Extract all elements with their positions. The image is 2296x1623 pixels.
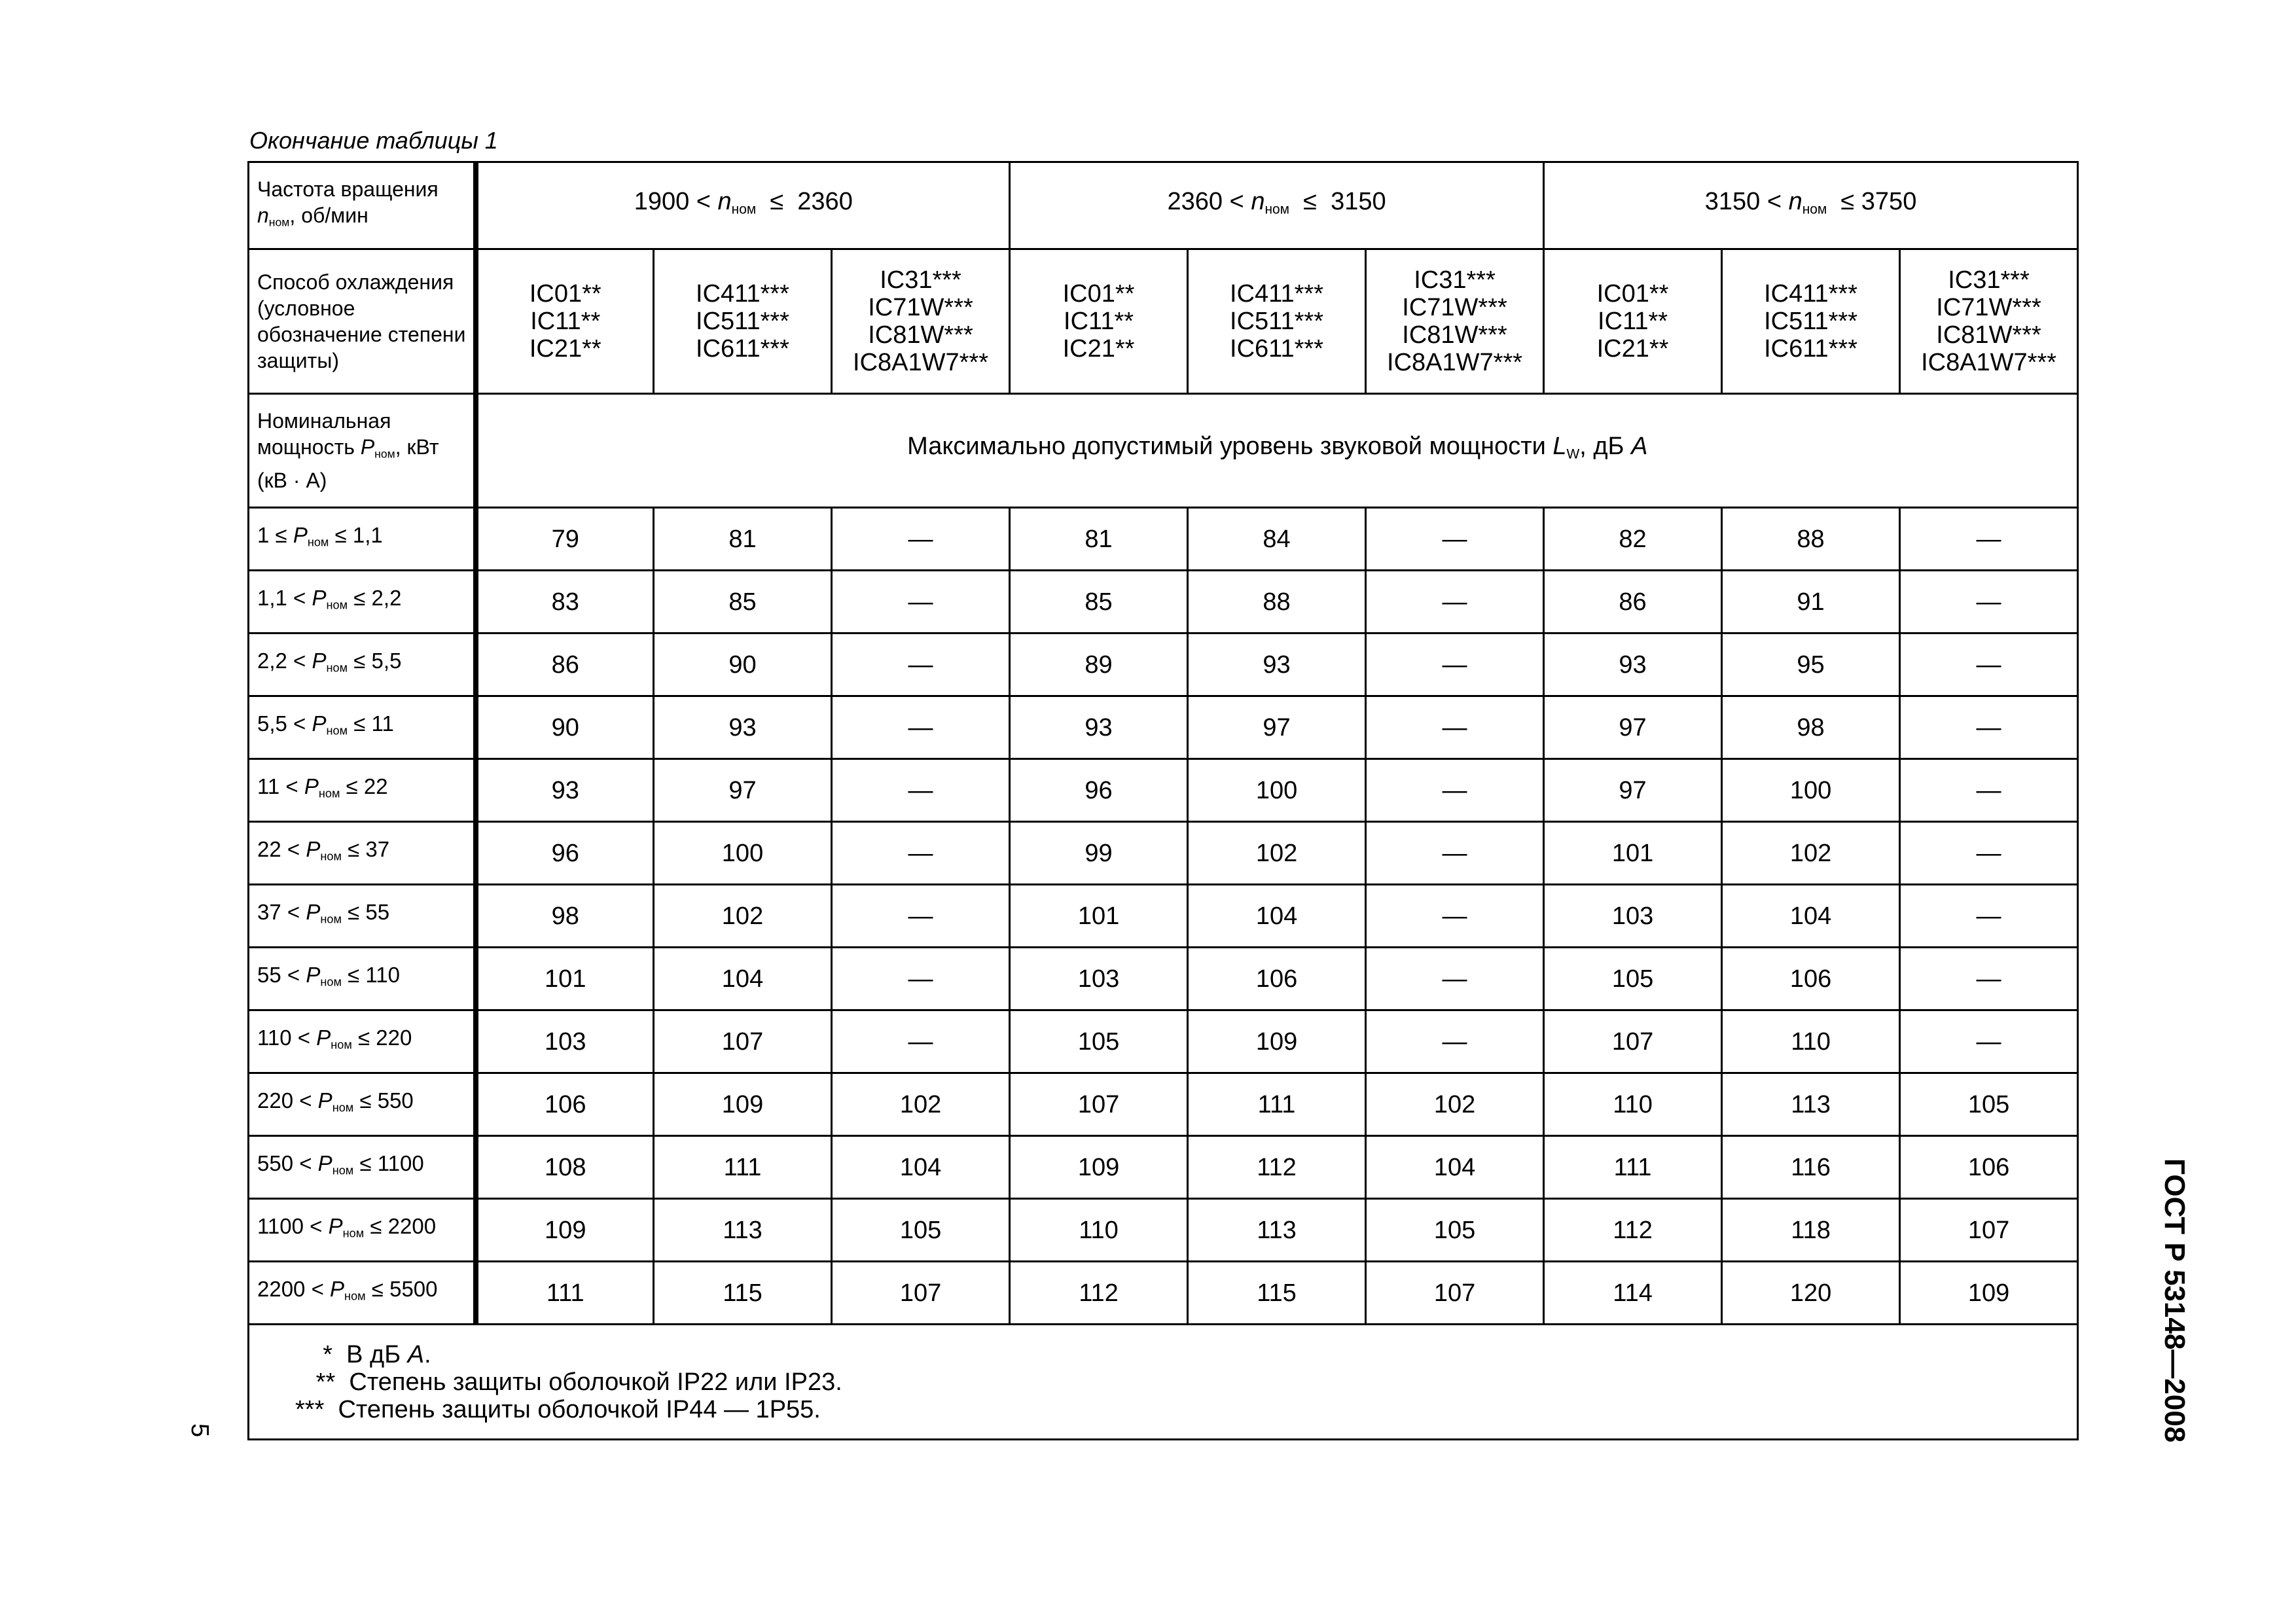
level-weighting: A	[1631, 433, 1648, 461]
table-cell: —	[1900, 571, 2078, 633]
range-upper: ≤ 5,5	[348, 649, 402, 673]
table-cell: —	[1366, 633, 1544, 696]
range-lower: 1100 <	[257, 1214, 329, 1239]
speed-range-1	[476, 162, 1010, 249]
cooling-code: IC8A1W7***	[1387, 349, 1523, 376]
cooling-code: IC71W***	[1936, 294, 2041, 321]
table-cell: 114	[1544, 1262, 1722, 1325]
table-cell: —	[832, 633, 1010, 696]
footnote-mark: *	[295, 1340, 347, 1368]
footnote-italic: A	[407, 1340, 425, 1368]
power-range-cell	[249, 1073, 476, 1136]
table-cell: 110	[1722, 1010, 1900, 1073]
power-subscript: ном	[374, 447, 395, 461]
power-symbol: P	[304, 774, 319, 799]
footnote-text: Степень защиты оболочкой IP44 — 1P55.	[338, 1395, 821, 1423]
power-subscript: ном	[320, 975, 342, 989]
table-cell: —	[1900, 633, 2078, 696]
footnote	[295, 1341, 2077, 1368]
power-range-cell	[249, 759, 476, 822]
table-cell: 112	[1010, 1262, 1188, 1325]
power-subscript: ном	[344, 1289, 366, 1303]
level-symbol: L	[1552, 433, 1567, 461]
cooling-method-cell	[1900, 249, 2078, 394]
power-range-cell	[249, 1136, 476, 1199]
power-range-cell	[249, 571, 476, 633]
range-lower: 550 <	[257, 1151, 318, 1176]
table-cell: 116	[1722, 1136, 1900, 1199]
table-cell: 120	[1722, 1262, 1900, 1325]
table-cell: —	[832, 696, 1010, 759]
table-row	[249, 571, 2078, 633]
range-upper: ≤ 110	[341, 963, 400, 988]
speed-header-row	[249, 162, 2078, 249]
speed-label: Частота вращения	[257, 177, 439, 201]
table-cell: 105	[1544, 948, 1722, 1010]
table-cell: 106	[1188, 948, 1366, 1010]
cooling-method-cell	[1188, 249, 1366, 394]
table-cell: 100	[1188, 759, 1366, 822]
table-cell: 97	[1544, 696, 1722, 759]
range-high: ≤ 3750	[1827, 187, 1917, 215]
table-cell: —	[1900, 508, 2078, 571]
table-cell: 91	[1722, 571, 1900, 633]
table-cell: 106	[476, 1073, 654, 1136]
power-symbol: P	[360, 435, 375, 459]
table-cell: —	[1366, 696, 1544, 759]
range-upper: ≤ 11	[348, 711, 394, 736]
table-footnotes	[249, 1325, 2078, 1440]
speed-range-3	[1544, 162, 2078, 249]
table-cell: 93	[1544, 633, 1722, 696]
power-range-cell	[249, 508, 476, 571]
table-cell: 99	[1010, 822, 1188, 885]
cooling-code: IC411***	[1230, 280, 1323, 308]
power-range-cell	[249, 1262, 476, 1325]
cooling-method-cell	[476, 249, 654, 394]
cooling-code: IC31***	[880, 266, 961, 294]
cooling-method-cell	[1544, 249, 1722, 394]
table-cell: 104	[832, 1136, 1010, 1199]
power-symbol: P	[312, 649, 327, 673]
footnote-text: Степень защиты оболочкой IP22 или IP23.	[349, 1368, 842, 1396]
table-cell: 101	[1544, 822, 1722, 885]
level-label: Максимально допустимый уровень звуковой мощности	[907, 433, 1553, 461]
table-row	[249, 508, 2078, 571]
power-range-cell	[249, 1010, 476, 1073]
table-cell: 101	[1010, 885, 1188, 948]
range-low: 3150 <	[1704, 187, 1789, 215]
range-upper: ≤ 220	[351, 1026, 412, 1050]
table-cell: 98	[1722, 696, 1900, 759]
table-cell: 108	[476, 1136, 654, 1199]
table-cell: 86	[476, 633, 654, 696]
power-range-cell	[249, 633, 476, 696]
table-cell: 111	[1544, 1136, 1722, 1199]
table-cell: —	[832, 885, 1010, 948]
table-cell: 105	[1010, 1010, 1188, 1073]
table-cell: 110	[1544, 1073, 1722, 1136]
table-cell: 110	[1010, 1199, 1188, 1262]
range-upper: ≤ 1,1	[329, 523, 383, 548]
cooling-code: IC81W***	[1936, 321, 2041, 349]
cooling-code: IC21**	[1062, 335, 1135, 363]
table-row	[249, 759, 2078, 822]
cooling-method-cell	[1010, 249, 1188, 394]
table-row	[249, 885, 2078, 948]
table-cell: 97	[1544, 759, 1722, 822]
table-cell: 90	[654, 633, 832, 696]
cooling-header-row	[249, 249, 2078, 394]
table-cell: 93	[1010, 696, 1188, 759]
power-label-cell	[249, 394, 476, 508]
power-unit: , кВт (кВ · А)	[257, 435, 439, 492]
cooling-code: IC01**	[529, 280, 601, 308]
table-row	[249, 1199, 2078, 1262]
power-subscript: ном	[320, 912, 342, 926]
table-cell: 100	[1722, 759, 1900, 822]
range-upper: ≤ 1100	[353, 1151, 424, 1176]
power-symbol: P	[312, 586, 327, 611]
range-upper: ≤ 550	[353, 1088, 414, 1113]
table-row	[249, 822, 2078, 885]
range-subscript: ном	[731, 202, 757, 217]
table-cell: 107	[1010, 1073, 1188, 1136]
speed-subscript: ном	[268, 215, 290, 229]
range-high: ≤ 2360	[756, 187, 853, 215]
table-cell: 104	[1722, 885, 1900, 948]
table-cell: 109	[476, 1199, 654, 1262]
table-cell: 111	[1188, 1073, 1366, 1136]
table-cell: 109	[654, 1073, 832, 1136]
table-cell: 85	[654, 571, 832, 633]
power-subscript: ном	[318, 787, 340, 800]
table-cell: —	[832, 759, 1010, 822]
range-lower: 11 <	[257, 774, 304, 799]
range-high: ≤ 3150	[1289, 187, 1386, 215]
cooling-code: IC31***	[1414, 266, 1496, 294]
table-cell: 113	[654, 1199, 832, 1262]
power-range-cell	[249, 885, 476, 948]
cooling-code: IC11**	[1598, 308, 1668, 335]
power-symbol: P	[312, 711, 327, 736]
power-range-cell	[249, 696, 476, 759]
range-subscript: ном	[1265, 202, 1289, 217]
table-cell: 118	[1722, 1199, 1900, 1262]
range-lower: 1 ≤	[257, 523, 293, 548]
table-cell: 83	[476, 571, 654, 633]
table-cell: 107	[1544, 1010, 1722, 1073]
cooling-code: IC611***	[1764, 335, 1858, 363]
table-cell: 105	[1366, 1199, 1544, 1262]
power-subscript: ном	[326, 661, 348, 675]
cooling-code: IC8A1W7***	[1921, 349, 2057, 376]
power-subscript: ном	[332, 1164, 354, 1177]
table-row	[249, 948, 2078, 1010]
power-symbol: P	[330, 1277, 345, 1302]
range-lower: 2200 <	[257, 1277, 331, 1302]
table-cell: 100	[654, 822, 832, 885]
table-cell: 98	[476, 885, 654, 948]
table-cell: 113	[1188, 1199, 1366, 1262]
table-cell: 81	[654, 508, 832, 571]
speed-symbol: n	[257, 203, 269, 227]
table-cell: —	[832, 571, 1010, 633]
power-range-cell	[249, 948, 476, 1010]
level-unit: , дБ	[1579, 433, 1632, 461]
table-cell: 97	[1188, 696, 1366, 759]
cooling-code: IC71W***	[868, 294, 973, 321]
table-cell: 111	[476, 1262, 654, 1325]
table-cell: 93	[476, 759, 654, 822]
table-cell: 112	[1188, 1136, 1366, 1199]
cooling-code: IC411***	[696, 280, 789, 308]
cooling-code: IC01**	[1596, 280, 1669, 308]
power-symbol: P	[328, 1214, 343, 1239]
table-cell: 95	[1722, 633, 1900, 696]
table-cell: —	[832, 1010, 1010, 1073]
power-range-cell	[249, 822, 476, 885]
speed-label-cell	[249, 162, 476, 249]
level-subscript: W	[1566, 446, 1580, 462]
cooling-code: IC411***	[1764, 280, 1858, 308]
table-row	[249, 633, 2078, 696]
cooling-method-cell	[1722, 249, 1900, 394]
table-cell: 102	[1188, 822, 1366, 885]
table-cell: 93	[1188, 633, 1366, 696]
table-cell: 107	[1366, 1262, 1544, 1325]
power-symbol: P	[306, 837, 321, 862]
power-label: Номинальная мощность	[257, 409, 391, 459]
table-row	[249, 696, 2078, 759]
table-cell: 106	[1900, 1136, 2078, 1199]
cooling-method-cell	[654, 249, 832, 394]
power-subscript: ном	[326, 598, 348, 612]
table-cell: —	[1366, 822, 1544, 885]
cooling-code: IC511***	[696, 308, 789, 335]
range-lower: 55 <	[257, 963, 306, 988]
table-cell: —	[832, 508, 1010, 571]
footnote-end: .	[424, 1340, 431, 1368]
power-subscript: ном	[342, 1226, 365, 1240]
table-cell: —	[1900, 822, 2078, 885]
table-cell: 105	[1900, 1073, 2078, 1136]
speed-range-2	[1010, 162, 1544, 249]
power-symbol: P	[317, 1088, 332, 1113]
table-cell: —	[1366, 571, 1544, 633]
range-upper: ≤ 55	[341, 900, 390, 925]
table-cell: 81	[1010, 508, 1188, 571]
table-cell: 84	[1188, 508, 1366, 571]
power-symbol: P	[306, 963, 321, 988]
table-cell: 104	[654, 948, 832, 1010]
range-lower: 2,2 <	[257, 649, 312, 673]
cooling-code: IC31***	[1948, 266, 2030, 294]
cooling-code: IC511***	[1230, 308, 1323, 335]
range-upper: ≤ 5500	[365, 1277, 438, 1302]
table-cell: 115	[654, 1262, 832, 1325]
table-cell: 106	[1722, 948, 1900, 1010]
table-cell: 104	[1366, 1136, 1544, 1199]
cooling-method-cell	[1366, 249, 1544, 394]
table-cell: —	[1366, 508, 1544, 571]
range-low: 2360 <	[1167, 187, 1251, 215]
speed-unit: , об/мин	[289, 203, 368, 227]
power-symbol: P	[317, 1151, 332, 1176]
table-cell: 85	[1010, 571, 1188, 633]
range-symbol: n	[1788, 187, 1803, 215]
table-cell: 115	[1188, 1262, 1366, 1325]
power-subscript: ном	[331, 1038, 352, 1052]
standard-designation: ГОСТ Р 53148—2008	[2159, 1158, 2191, 1443]
table-row	[249, 1262, 2078, 1325]
cooling-code: IC21**	[529, 335, 601, 363]
range-upper: ≤ 37	[341, 837, 390, 862]
table-cell: —	[1366, 948, 1544, 1010]
cooling-label: Способ охлаждения (условное обозначение степени защиты)	[249, 249, 476, 394]
table-row	[249, 1010, 2078, 1073]
table-row	[249, 1073, 2078, 1136]
table-cell: 86	[1544, 571, 1722, 633]
footnote	[295, 1368, 2077, 1396]
table-cell: —	[1366, 1010, 1544, 1073]
power-symbol: P	[293, 523, 308, 548]
range-low: 1900 <	[634, 187, 718, 215]
table-cell: 107	[654, 1010, 832, 1073]
table-cell: —	[1900, 885, 2078, 948]
power-subscript: ном	[320, 849, 342, 863]
power-subscript: ном	[307, 535, 329, 549]
footnote-mark: **	[295, 1368, 350, 1396]
table-cell: —	[1900, 948, 2078, 1010]
table-cell: 103	[1544, 885, 1722, 948]
table-cell: 102	[832, 1073, 1010, 1136]
table-cell: 102	[1366, 1073, 1544, 1136]
power-symbol: P	[306, 900, 321, 925]
range-lower: 1,1 <	[257, 586, 312, 611]
notes-row	[249, 1325, 2078, 1440]
table-cell: 107	[832, 1262, 1010, 1325]
range-lower: 220 <	[257, 1088, 318, 1113]
table-cell: 112	[1544, 1199, 1722, 1262]
level-label-cell	[476, 394, 2078, 508]
range-symbol: n	[717, 187, 732, 215]
table-cell: 105	[832, 1199, 1010, 1262]
page-number: 5	[186, 1423, 213, 1438]
cooling-code: IC81W***	[868, 321, 973, 349]
table-cell: 79	[476, 508, 654, 571]
power-subscript: ном	[332, 1101, 354, 1115]
table-caption: Окончание таблицы 1	[249, 127, 498, 154]
footnote-mark: ***	[295, 1395, 338, 1423]
cooling-code: IC21**	[1596, 335, 1669, 363]
table-cell: 96	[1010, 759, 1188, 822]
footnote-text: В дБ	[346, 1340, 408, 1368]
table-cell: 103	[476, 1010, 654, 1073]
table-cell: 82	[1544, 508, 1722, 571]
range-symbol: n	[1251, 187, 1265, 215]
power-subscript: ном	[326, 724, 348, 738]
noise-level-table	[247, 161, 2079, 1440]
table-cell: 113	[1722, 1073, 1900, 1136]
table-cell: 107	[1900, 1199, 2078, 1262]
cooling-code: IC11**	[1064, 308, 1134, 335]
table-cell: 103	[1010, 948, 1188, 1010]
cooling-code: IC11**	[530, 308, 601, 335]
table-cell: 97	[654, 759, 832, 822]
table-cell: 109	[1010, 1136, 1188, 1199]
table-cell: —	[1900, 696, 2078, 759]
footnote	[295, 1396, 2077, 1423]
cooling-code: IC611***	[1230, 335, 1323, 363]
table-cell: —	[1900, 759, 2078, 822]
cooling-code: IC8A1W7***	[853, 349, 988, 376]
cooling-method-cell	[832, 249, 1010, 394]
table-cell: —	[832, 822, 1010, 885]
table-cell: —	[1366, 759, 1544, 822]
range-upper: ≤ 2200	[364, 1214, 437, 1239]
cooling-code: IC71W***	[1402, 294, 1507, 321]
range-upper: ≤ 22	[340, 774, 388, 799]
table-cell: 109	[1188, 1010, 1366, 1073]
table-cell: 88	[1188, 571, 1366, 633]
range-lower: 22 <	[257, 837, 306, 862]
table-cell: 96	[476, 822, 654, 885]
table-cell: —	[832, 948, 1010, 1010]
table-cell: 93	[654, 696, 832, 759]
cooling-code: IC01**	[1062, 280, 1135, 308]
table-cell: 111	[654, 1136, 832, 1199]
range-upper: ≤ 2,2	[348, 586, 402, 611]
power-symbol: P	[316, 1026, 331, 1050]
power-range-cell	[249, 1199, 476, 1262]
table-cell: 88	[1722, 508, 1900, 571]
table-cell: 90	[476, 696, 654, 759]
table-cell: —	[1366, 885, 1544, 948]
table-cell: 104	[1188, 885, 1366, 948]
table-cell: 102	[654, 885, 832, 948]
range-subscript: ном	[1802, 202, 1827, 217]
power-header-row	[249, 394, 2078, 508]
range-lower: 110 <	[257, 1026, 317, 1050]
cooling-code: IC611***	[696, 335, 789, 363]
cooling-code: IC81W***	[1402, 321, 1507, 349]
cooling-code: IC511***	[1764, 308, 1858, 335]
table-cell: 101	[476, 948, 654, 1010]
range-lower: 37 <	[257, 900, 306, 925]
table-cell: 102	[1722, 822, 1900, 885]
table-cell: —	[1900, 1010, 2078, 1073]
table-cell: 109	[1900, 1262, 2078, 1325]
range-lower: 5,5 <	[257, 711, 312, 736]
table-cell: 89	[1010, 633, 1188, 696]
table-row	[249, 1136, 2078, 1199]
